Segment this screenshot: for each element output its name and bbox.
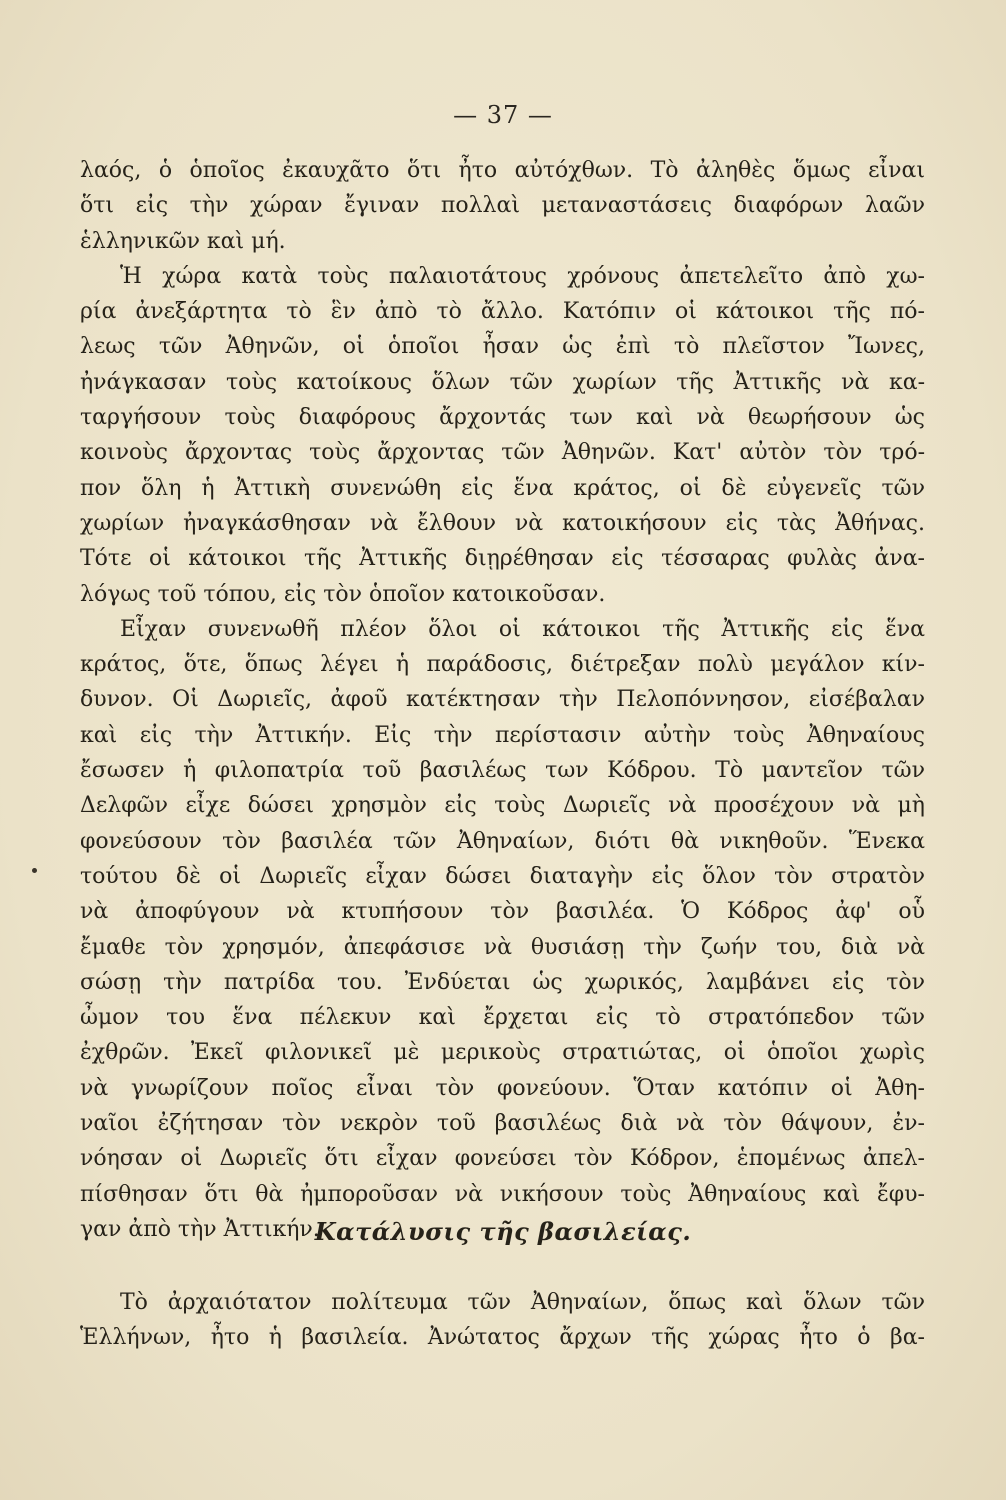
text-line: ἔσωσεν ἡ φιλοπατρία τοῦ βασιλέως των Κόδρου. Τὸ μαντεῖον τῶν bbox=[80, 758, 925, 784]
text-line: ἑλληνικῶν καὶ μή. bbox=[80, 228, 286, 254]
text-line: Δελφῶν εἶχε δώσει χρησμὸν εἰς τοὺς Δωριεῖς νὰ προσέχουν νὰ μὴ bbox=[80, 793, 925, 819]
text-line: ταργήσουν τοὺς διαφόρους ἄρχοντάς των καὶ νὰ θεωρήσουν ὡς bbox=[80, 405, 925, 431]
text-line: λόγως τοῦ τόπου, εἰς τὸν ὁποῖον κατοικοῦσαν. bbox=[80, 581, 606, 607]
text-line: γαν ἀπὸ τὴν Ἀττικήν. bbox=[80, 1216, 320, 1242]
text-line: καὶ εἰς τὴν Ἀττικήν. Εἰς τὴν περίστασιν αὐτὴν τοὺς Ἀθηναίους bbox=[80, 722, 925, 748]
body-text-top bbox=[80, 153, 925, 1247]
text-line: σώσῃ τὴν πατρίδα του. Ἐνδύεται ὡς χωρικός, λαμβάνει εἰς τὸν bbox=[80, 969, 925, 995]
text-line: Ἡ χώρα κατὰ τοὺς παλαιοτάτους χρόνους ἀπετελεῖτο ἀπὸ χω- bbox=[120, 263, 925, 289]
text-line: κράτος, ὅτε, ὅπως λέγει ἡ παράδοσις, διέτρεξαν πολὺ μεγάλον κίν- bbox=[80, 652, 925, 678]
text-line: Εἶχαν συνενωθῆ πλέον ὅλοι οἱ κάτοικοι τῆς Ἀττικῆς εἰς ἕνα bbox=[120, 616, 925, 642]
text-line: νὰ γνωρίζουν ποῖος εἶναι τὸν φονεύουν. Ὅταν κατόπιν οἱ Ἀθη- bbox=[80, 1075, 925, 1101]
text-line: Τότε οἱ κάτοικοι τῆς Ἀττικῆς διῃρέθησαν εἰς τέσσαρας φυλὰς ἀνα- bbox=[80, 546, 925, 572]
text-line: ναῖοι ἐζήτησαν τὸν νεκρὸν τοῦ βασιλέως διὰ νὰ τὸν θάψουν, ἐν- bbox=[80, 1111, 925, 1137]
text-line: δυνον. Οἱ Δωριεῖς, ἀφοῦ κατέκτησαν τὴν Πελοπόννησον, εἰσέβαλαν bbox=[80, 687, 925, 713]
text-line: τούτου δὲ οἱ Δωριεῖς εἶχαν δώσει διαταγὴν εἰς ὅλον τὸν στρατὸν bbox=[80, 863, 925, 889]
text-line: ἐχθρῶν. Ἐκεῖ φιλονικεῖ μὲ μερικοὺς στρατιώτας, οἱ ὁποῖοι χωρὶς bbox=[80, 1040, 925, 1066]
body-text-bottom bbox=[80, 1285, 925, 1356]
section-heading: Κατάλυσις τῆς βασιλείας. bbox=[314, 1217, 692, 1246]
text-line: ἠνάγκασαν τοὺς κατοίκους ὅλων τῶν χωρίων τῆς Ἀττικῆς νὰ κα- bbox=[80, 369, 925, 395]
text-line: λαός, ὁ ὁποῖος ἐκαυχᾶτο ὅτι ἦτο αὐτόχθων. Τὸ ἀληθὲς ὅμως εἶναι bbox=[80, 158, 925, 183]
text-line: ὦμον του ἕνα πέλεκυν καὶ ἔρχεται εἰς τὸ στρατόπεδον τῶν bbox=[80, 1005, 925, 1031]
text-line: ἔμαθε τὸν χρησμόν, ἀπεφάσισε νὰ θυσιάσῃ τὴν ζωήν του, διὰ νὰ bbox=[80, 934, 925, 960]
text-line: ὅτι εἰς τὴν χώραν ἔγιναν πολλαὶ μεταναστάσεις διαφόρων λαῶν bbox=[80, 193, 925, 219]
text-line: Τὸ ἀρχαιότατον πολίτευμα τῶν Ἀθηναίων, ὅπως καὶ ὅλων τῶν bbox=[120, 1290, 925, 1315]
text-line: φονεύσουν τὸν βασιλέα τῶν Ἀθηναίων, διότι θὰ νικηθοῦν. Ἕνεκα bbox=[80, 828, 925, 854]
text-line: ρία ἀνεξάρτητα τὸ ἓν ἀπὸ τὸ ἄλλο. Κατόπιν οἱ κάτοικοι τῆς πό- bbox=[80, 299, 925, 325]
text-line: νόησαν οἱ Δωριεῖς ὅτι εἶχαν φονεύσει τὸν Κόδρον, ἑπομένως ἀπελ- bbox=[80, 1146, 925, 1172]
text-line: λεως τῶν Ἀθηνῶν, οἱ ὁποῖοι ἦσαν ὡς ἐπὶ τὸ πλεῖστον Ἴωνες, bbox=[80, 334, 925, 360]
text-line: κοινοὺς ἄρχοντας τοὺς ἄρχοντας τῶν Ἀθηνῶν. Κατ' αὐτὸν τὸν τρό- bbox=[80, 440, 925, 466]
text-line: νὰ ἀποφύγουν νὰ κτυπήσουν τὸν βασιλέα. Ὁ Κόδρος ἀφ' οὗ bbox=[80, 899, 925, 925]
text-line: πον ὅλη ἡ Ἀττικὴ συνενώθη εἰς ἕνα κράτος, οἱ δὲ εὐγενεῖς τῶν bbox=[80, 475, 925, 501]
page-number: — 37 — bbox=[453, 101, 553, 129]
ink-speck bbox=[32, 868, 37, 873]
text-line: Ἑλλήνων, ἦτο ἡ βασιλεία. Ἀνώτατος ἄρχων τῆς χώρας ἦτο ὁ βα- bbox=[80, 1325, 925, 1351]
text-line: πίσθησαν ὅτι θὰ ἠμποροῦσαν νὰ νικήσουν τοὺς Ἀθηναίους καὶ ἔφυ- bbox=[80, 1181, 925, 1207]
text-line: χωρίων ἠναγκάσθησαν νὰ ἔλθουν νὰ κατοικήσουν εἰς τὰς Ἀθήνας. bbox=[80, 510, 925, 536]
